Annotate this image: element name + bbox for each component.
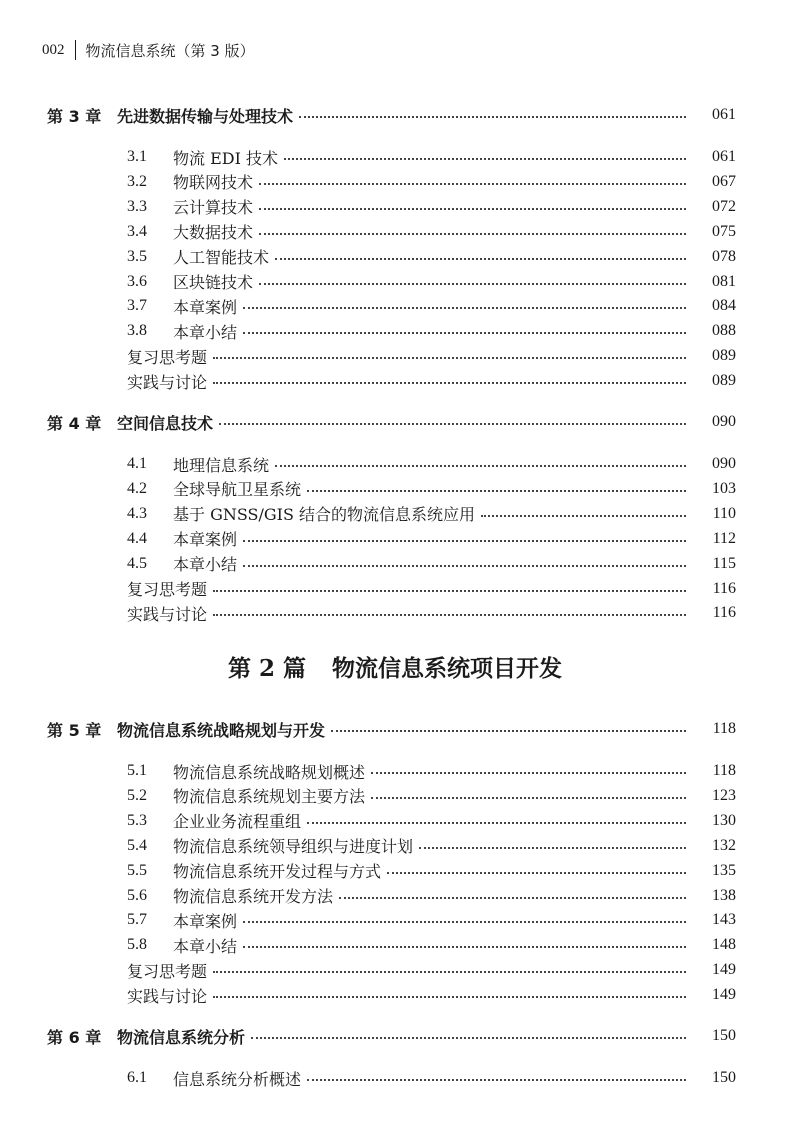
section-number: 3.8 <box>127 322 147 340</box>
section-number: 4.3 <box>127 504 147 522</box>
dot-leader <box>213 590 686 592</box>
extra-entry <box>0 370 790 392</box>
section-entry <box>0 1067 790 1089</box>
page-ref: 132 <box>712 836 736 854</box>
dot-leader <box>481 515 686 517</box>
section-title: 本章小结 <box>173 936 238 956</box>
extra-entry <box>0 602 790 624</box>
section-number: 3.5 <box>127 247 147 265</box>
dot-leader <box>251 1037 686 1039</box>
section-title: 全球导航卫星系统 <box>173 480 302 500</box>
section-title: 物流信息系统领导组织与进度计划 <box>173 837 414 857</box>
section-number: 3.6 <box>127 272 147 290</box>
dot-leader <box>275 258 686 260</box>
page-ref: 061 <box>712 106 736 123</box>
chapter-entry <box>0 718 790 740</box>
section-entry <box>0 503 790 525</box>
section-number: 5.8 <box>127 936 147 954</box>
page-ref: 149 <box>712 961 736 979</box>
chapter-label <box>47 718 325 741</box>
section-entry <box>0 295 790 317</box>
section-title: 物流信息系统战略规划概述 <box>173 762 366 782</box>
section-number: 3.3 <box>127 197 147 215</box>
page-ref: 138 <box>712 886 736 904</box>
section-number: 3.2 <box>127 172 147 190</box>
chapter-title: 空间信息技术 <box>117 413 214 433</box>
page-ref: 072 <box>712 197 736 215</box>
dot-leader <box>259 233 686 235</box>
extra-title: 实践与讨论 <box>127 986 208 1006</box>
section-title: 本章小结 <box>173 555 238 575</box>
section-title: 本章小结 <box>173 322 238 342</box>
section-entry <box>0 320 790 342</box>
extra-entry <box>0 345 790 367</box>
page-ref: 061 <box>712 148 736 165</box>
page-ref: 067 <box>712 172 736 190</box>
section-number: 4.4 <box>127 529 147 547</box>
running-header <box>42 38 255 62</box>
dot-leader <box>243 332 686 334</box>
page-ref: 112 <box>712 529 736 547</box>
dot-leader <box>259 208 686 210</box>
extra-title: 复习思考题 <box>127 580 208 599</box>
page-ref: 116 <box>712 579 736 597</box>
section-title: 地理信息系统 <box>173 455 270 475</box>
page-ref: 075 <box>712 222 736 240</box>
section-entry <box>0 934 790 956</box>
dot-leader <box>259 283 686 285</box>
section-title: 物流 EDI 技术 <box>173 148 279 168</box>
extra-entry <box>0 959 790 981</box>
section-title: 基于 GNSS/GIS 结合的物流信息系统应用 <box>173 505 476 525</box>
section-entry <box>0 885 790 907</box>
section-title: 云计算技术 <box>173 198 254 218</box>
section-number: 4.2 <box>127 479 147 497</box>
extra-entry <box>0 578 790 600</box>
dot-leader <box>371 772 686 774</box>
page-ref: 148 <box>712 936 736 954</box>
page-ref: 089 <box>712 372 736 390</box>
chapter-entry <box>0 411 790 433</box>
section-entry <box>0 835 790 857</box>
section-entry <box>0 528 790 550</box>
page-ref: 150 <box>712 1027 736 1044</box>
page-ref: 123 <box>712 786 736 804</box>
chapter-label <box>47 104 293 127</box>
chapter-title: 先进数据传输与处理技术 <box>117 106 294 126</box>
section-number: 3.7 <box>127 297 147 315</box>
page-ref: 088 <box>712 322 736 340</box>
dot-leader <box>307 490 686 492</box>
extra-entry <box>0 984 790 1006</box>
section-entry <box>0 810 790 832</box>
section-title: 企业业务流程重组 <box>173 812 302 832</box>
section-title: 物联网技术 <box>173 173 254 193</box>
page-ref: 150 <box>712 1069 736 1086</box>
section-number: 5.3 <box>127 811 147 829</box>
dot-leader <box>213 357 686 359</box>
section-title: 区块链技术 <box>173 273 254 292</box>
section-entry <box>0 909 790 931</box>
dot-leader <box>213 971 686 973</box>
section-title: 人工智能技术 <box>173 248 270 268</box>
section-number: 3.1 <box>127 148 147 165</box>
dot-leader <box>219 423 686 425</box>
page-ref: 084 <box>712 297 736 315</box>
section-entry <box>0 146 790 168</box>
section-title: 本章案例 <box>173 297 238 317</box>
dot-leader <box>307 1079 686 1081</box>
section-entry <box>0 760 790 782</box>
section-title: 物流信息系统开发过程与方式 <box>173 862 382 882</box>
section-entry <box>0 171 790 193</box>
page-ref: 135 <box>712 861 736 879</box>
chapter-title: 物流信息系统战略规划与开发 <box>117 720 326 740</box>
chapter-number: 第 4 章 <box>47 413 102 433</box>
section-entry <box>0 453 790 475</box>
chapter-entry <box>0 1025 790 1047</box>
chapter-entry <box>0 104 790 126</box>
section-number: 4.1 <box>127 455 147 472</box>
dot-leader <box>213 996 686 998</box>
book-title: 物流信息系统（第 3 版） <box>85 41 255 60</box>
section-entry <box>0 271 790 293</box>
section-entry <box>0 221 790 243</box>
dot-leader <box>275 465 686 467</box>
page-ref: 103 <box>712 479 736 497</box>
page-ref: 081 <box>712 272 736 290</box>
page-number: 002 <box>42 41 65 58</box>
dot-leader <box>371 797 686 799</box>
dot-leader <box>243 946 686 948</box>
section-number: 5.2 <box>127 786 147 804</box>
section-entry <box>0 196 790 218</box>
dot-leader <box>259 183 686 185</box>
header-divider <box>75 40 76 60</box>
page-ref: 110 <box>712 504 736 522</box>
chapter-number: 第 3 章 <box>47 106 102 126</box>
section-title: 大数据技术 <box>173 223 254 243</box>
section-number: 3.4 <box>127 222 147 240</box>
dot-leader <box>243 921 686 923</box>
section-number: 5.1 <box>127 762 147 779</box>
section-entry <box>0 860 790 882</box>
section-title: 物流信息系统开发方法 <box>173 887 334 906</box>
section-entry <box>0 785 790 807</box>
dot-leader <box>387 872 686 874</box>
section-title: 信息系统分析概述 <box>173 1069 302 1089</box>
page-ref: 090 <box>712 413 736 430</box>
chapter-number: 第 5 章 <box>47 720 102 740</box>
section-title: 本章案例 <box>173 911 238 931</box>
section-number: 6.1 <box>127 1069 147 1086</box>
section-number: 4.5 <box>127 554 147 572</box>
page-ref: 090 <box>712 455 736 472</box>
page-ref: 118 <box>712 720 736 737</box>
section-entry <box>0 246 790 268</box>
part-title: 物流信息系统项目开发 <box>332 655 563 682</box>
page-ref: 115 <box>712 554 736 572</box>
dot-leader <box>243 307 686 309</box>
page-ref: 116 <box>712 604 736 622</box>
dot-leader <box>419 847 686 849</box>
extra-title: 复习思考题 <box>127 961 208 981</box>
section-number: 5.6 <box>127 886 147 904</box>
extra-title: 复习思考题 <box>127 347 208 367</box>
page-ref: 149 <box>712 986 736 1004</box>
section-title: 物流信息系统规划主要方法 <box>173 787 366 807</box>
dot-leader <box>284 158 686 160</box>
extra-title: 实践与讨论 <box>127 372 208 392</box>
dot-leader <box>213 382 686 384</box>
chapter-label <box>47 1025 245 1048</box>
part-number: 第 2 篇 <box>227 655 307 682</box>
dot-leader <box>339 897 686 899</box>
section-title: 本章案例 <box>173 530 238 550</box>
dot-leader <box>213 614 686 616</box>
page-ref: 078 <box>712 247 736 265</box>
section-number: 5.5 <box>127 861 147 879</box>
page-ref: 143 <box>712 911 736 929</box>
page-ref: 118 <box>712 762 736 779</box>
dot-leader <box>307 822 686 824</box>
dot-leader <box>331 730 686 732</box>
section-number: 5.7 <box>127 911 147 929</box>
page-ref: 089 <box>712 347 736 365</box>
chapter-title: 物流信息系统分析 <box>117 1027 246 1047</box>
dot-leader <box>243 565 686 567</box>
chapter-number: 第 6 章 <box>47 1027 102 1047</box>
dot-leader <box>299 116 686 118</box>
section-entry <box>0 553 790 575</box>
section-number: 5.4 <box>127 836 147 854</box>
extra-title: 实践与讨论 <box>127 604 208 624</box>
page-ref: 130 <box>712 811 736 829</box>
section-entry <box>0 478 790 500</box>
chapter-label <box>47 411 213 434</box>
part-heading <box>0 650 790 683</box>
dot-leader <box>243 540 686 542</box>
